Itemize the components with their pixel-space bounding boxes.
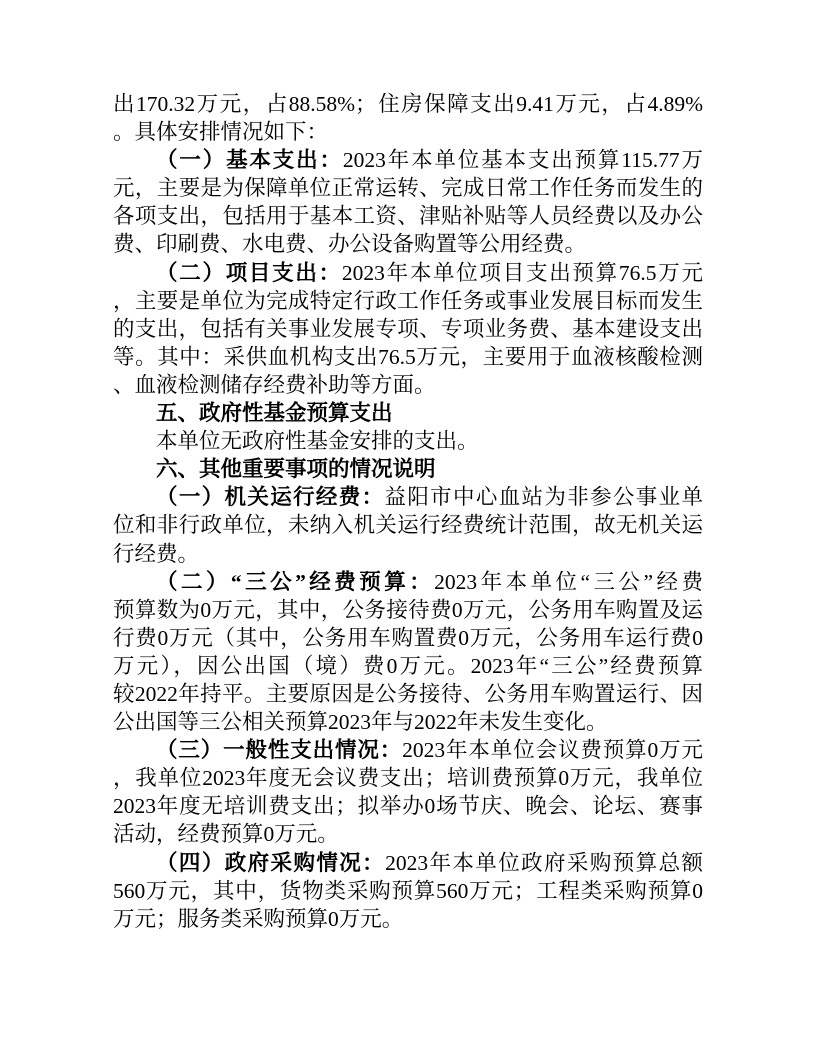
text-segment: 的支出，包括有关事业发展专项、专项业务费、基本建设支出	[113, 316, 703, 341]
text-segment-bold: （一）基本支出：	[156, 148, 343, 173]
text-line	[113, 146, 703, 174]
text-segment: 公出国等三公相关预算2023年与2022年未发生变化。	[113, 710, 608, 735]
text-segment-bold: （四）政府采购情况：	[156, 850, 386, 875]
text-segment: 2023年本单位基本支出预算115.77万	[342, 148, 703, 173]
text-segment-bold: （二）项目支出：	[156, 260, 342, 285]
text-segment-bold: （一）机关运行经费：	[156, 485, 385, 510]
text-line	[113, 230, 703, 258]
text-segment: 2023年本单位项目支出预算76.5万元	[341, 260, 703, 285]
text-segment: 益阳市中心血站为非参公事业单	[384, 485, 703, 510]
text-line	[113, 652, 703, 680]
text-line	[113, 905, 703, 933]
text-line	[113, 455, 703, 483]
text-line	[113, 540, 703, 568]
text-segment: 等。其中：采供血机构支出76.5万元，主要用于血液核酸检测	[113, 344, 703, 369]
text-segment: 本单位无政府性基金安排的支出。	[156, 429, 479, 454]
text-line	[113, 174, 703, 202]
text-segment: 。具体安排情况如下：	[113, 120, 329, 145]
text-segment: 万元；服务类采购预算0万元。	[113, 906, 404, 931]
text-segment: ，主要是单位为完成特定行政工作任务或事业发展目标而发生	[113, 288, 703, 313]
text-line	[113, 371, 703, 399]
text-segment: 行费0万元（其中，公务用车购置费0万元，公务用车运行费0	[113, 625, 703, 650]
text-line	[113, 708, 703, 736]
text-segment: 各项支出，包括用于基本工资、津贴补贴等人员经费以及办公	[113, 204, 703, 229]
text-line	[113, 820, 703, 848]
text-segment-bold: （二）“三公”经费预算：	[156, 569, 435, 594]
text-segment: ，我单位2023年度无会议费支出；培训费预算0万元，我单位	[113, 766, 703, 791]
text-line	[113, 118, 703, 146]
text-segment: 出170.32万元，占88.58%；住房保障支出9.41万元，占4.89%	[113, 92, 703, 116]
text-line	[113, 399, 703, 427]
text-line	[113, 877, 703, 905]
text-line	[113, 596, 703, 624]
text-segment-bold: （三）一般性支出情况：	[156, 738, 403, 763]
document-body	[113, 90, 703, 933]
text-line	[113, 287, 703, 315]
text-line	[113, 511, 703, 539]
text-segment: 560万元，其中，货物类采购预算560万元；工程类采购预算0	[113, 878, 703, 903]
text-segment: 费、印刷费、水电费、办公设备购置等公用经费。	[113, 232, 587, 257]
text-line	[113, 680, 703, 708]
text-line	[113, 792, 703, 820]
text-line	[113, 202, 703, 230]
text-segment: 2023年度无培训费支出；拟举办0场节庆、晚会、论坛、赛事	[113, 794, 703, 819]
text-segment: 2023年本单位政府采购预算总额	[385, 850, 703, 875]
text-segment: 较2022年持平。主要原因是公务接待、公务用车购置运行、因	[113, 681, 703, 706]
text-line	[113, 568, 703, 596]
text-line	[113, 764, 703, 792]
text-segment: 活动，经费预算0万元。	[113, 822, 339, 847]
text-segment: 预算数为0万元，其中，公务接待费0万元，公务用车购置及运	[113, 597, 703, 622]
text-line	[113, 259, 703, 287]
text-line	[113, 483, 703, 511]
text-segment: 元，主要是为保障单位正常运转、完成日常工作任务而发生的	[113, 176, 703, 201]
text-line	[113, 90, 703, 118]
text-segment-bold: 五、政府性基金预算支出	[156, 401, 393, 426]
text-segment-bold: 六、其他重要事项的情况说明	[156, 457, 436, 482]
text-segment: 位和非行政单位，未纳入机关运行经费统计范围，故无机关运	[113, 513, 703, 538]
text-segment: 万元），因公出国（境）费0万元。2023年“三公”经费预算	[113, 653, 703, 678]
text-line	[113, 427, 703, 455]
text-segment: 、血液检测储存经费补助等方面。	[113, 372, 436, 397]
text-segment: 2023年本单位“三公”经费	[434, 569, 703, 594]
text-line	[113, 315, 703, 343]
text-line	[113, 343, 703, 371]
text-line	[113, 849, 703, 877]
text-line	[113, 736, 703, 764]
text-line	[113, 624, 703, 652]
text-segment: 2023年本单位会议费预算0万元	[402, 738, 703, 763]
text-segment: 行经费。	[113, 541, 200, 566]
